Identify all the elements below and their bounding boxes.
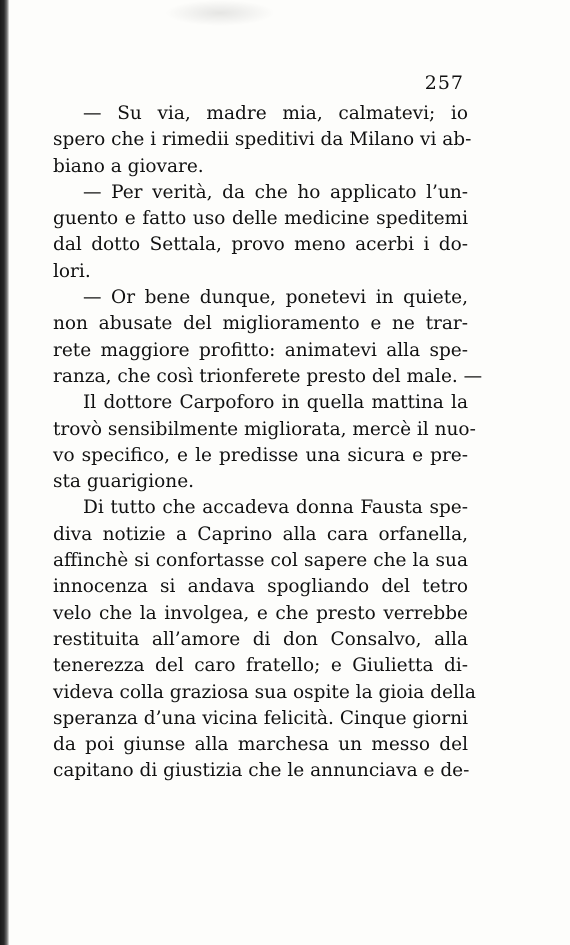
text-line: lori. xyxy=(53,260,91,282)
text-line: affinchè si confortasse col sapere che la sua xyxy=(53,550,468,572)
text-line: Di tutto che accadeva donna Fausta spe- xyxy=(83,497,468,519)
page-number: 257 xyxy=(424,72,464,94)
text-line: biano a giovare. xyxy=(53,155,204,177)
text-line: — Su via, madre mia, calmatevi; io xyxy=(83,103,468,124)
text-line: guento e fatto uso delle medicine speditemi xyxy=(53,208,468,230)
text-line: spero che i rimedii speditivi da Milano vi ab- xyxy=(53,129,472,151)
text-line: innocenza si andava spogliando del tetro xyxy=(53,576,468,598)
text-line: Il dottore Carpoforo in quella mattina la xyxy=(83,392,468,414)
text-line: ranza, che così trionferete presto del male. — xyxy=(53,365,483,387)
text-line: videva colla graziosa sua ospite la gioia della xyxy=(53,681,476,703)
text-line: trovò sensibilmente migliorata, mercè il nuo- xyxy=(53,418,476,440)
paper-stain xyxy=(165,0,275,26)
text-line: restituita all’amore di don Consalvo, alla xyxy=(53,628,468,650)
text-line: tenerezza del caro fratello; e Giulietta di- xyxy=(53,655,468,677)
text-line: — Or bene dunque, ponetevi in quiete, xyxy=(83,287,468,309)
text-line: da poi giunse alla marchesa un messo del xyxy=(53,734,468,756)
text-line: dal dotto Settala, provo meno acerbi i do- xyxy=(53,234,468,256)
binding-edge xyxy=(0,0,9,945)
text-line: vo specifico, e le predisse una sicura e pre- xyxy=(53,444,468,466)
body-text xyxy=(53,101,483,785)
text-line: non abusate del miglioramento e ne trar- xyxy=(53,313,468,335)
text-line: — Per verità, da che ho applicato l’un- xyxy=(83,181,468,203)
text-line: capitano di giustizia che le annunciava e de- xyxy=(53,760,470,782)
text-line: speranza d’una vicina felicità. Cinque giorni xyxy=(53,707,468,729)
text-line: sta guarigione. xyxy=(53,471,195,493)
text-line: rete maggiore profitto: animatevi alla spe- xyxy=(53,339,468,361)
text-line: diva notizie a Caprino alla cara orfanella, xyxy=(53,523,468,545)
text-line: velo che la involgea, e che presto verrebbe xyxy=(53,602,468,624)
